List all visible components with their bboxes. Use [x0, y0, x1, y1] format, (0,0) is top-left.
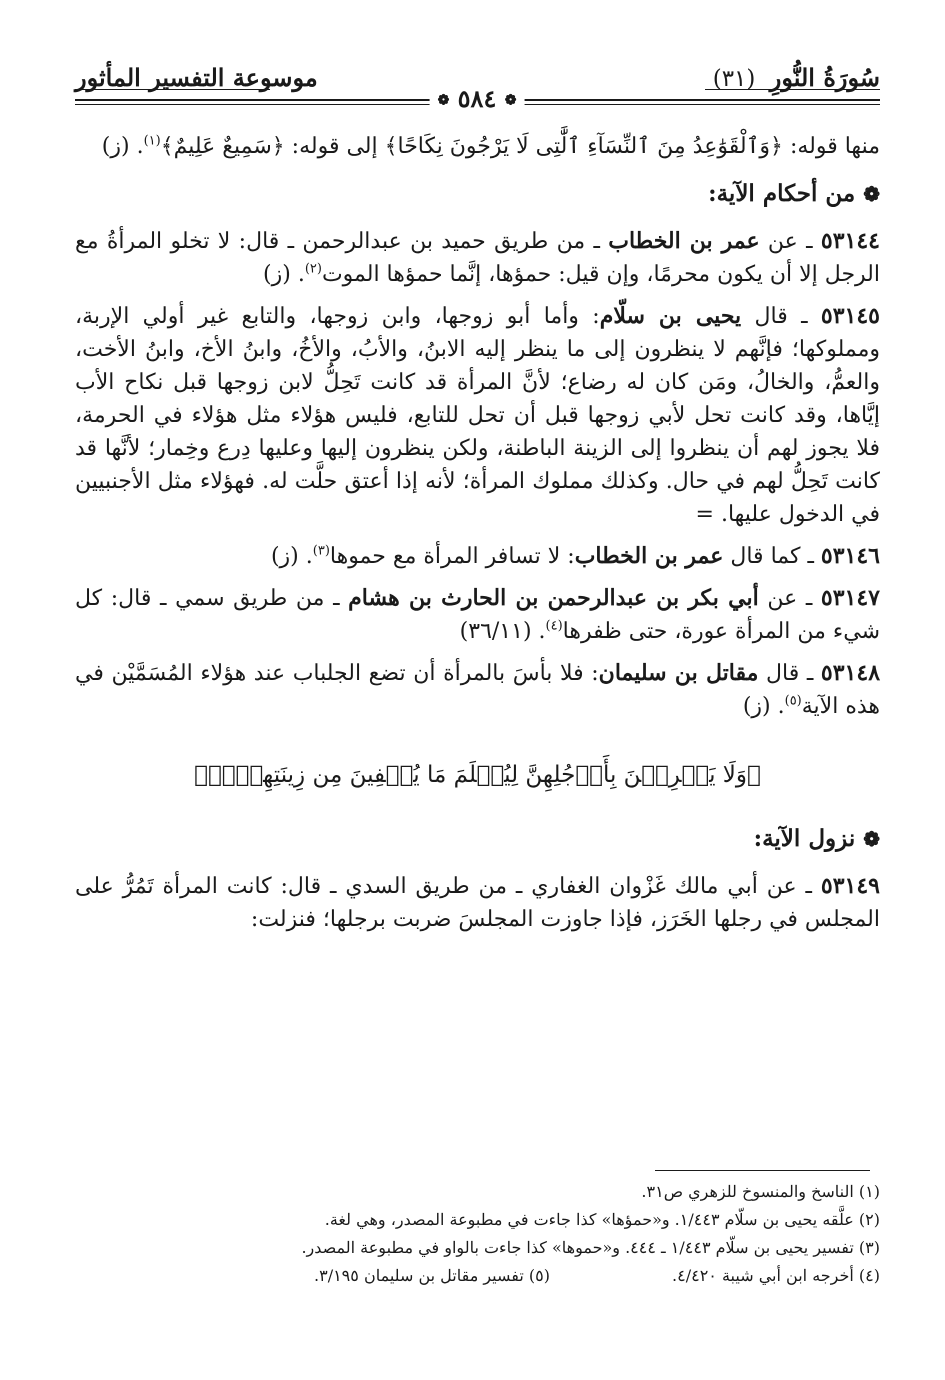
narration-text: ـ من طريق حميد بن عبدالرحمن ـ قال: لا تخلو المرأةُ مع الرجل إلا أن يكون محرمًا، وإن قيل: حمؤها، إنَّما حمؤها الموت — [75, 229, 880, 287]
narrator-name: أبي بكر بن عبدالرحمن بن الحارث بن هشام — [348, 585, 759, 611]
section-heading-revelation — [75, 822, 880, 856]
footnote-3: (٣) تفسير يحيى بن سلّام ١/٤٤٣ ـ ٤٤٤. و«حموها» كذا جاءت بالواو في مطبوعة المصدر. — [301, 1238, 880, 1257]
page-number-block — [430, 84, 525, 113]
narrator-name: عمر بن الخطاب — [574, 543, 724, 569]
footnote-ref: (٣) — [312, 543, 330, 559]
footnote-ref: (٢) — [304, 261, 322, 277]
narration-tail: . (ز) — [263, 262, 305, 287]
narration-number: ٥٣١٤٩ — [820, 873, 880, 899]
narration-53145 — [75, 300, 880, 531]
footnotes — [75, 1170, 880, 1290]
narration-number: ٥٣١٤٥ — [820, 303, 880, 329]
header-rule-left — [75, 89, 270, 90]
narration-lead: ـ عن — [759, 229, 821, 254]
footnote-row-4-5 — [75, 1262, 880, 1290]
footnote-ref: (٥) — [784, 693, 802, 709]
narration-text: ـ من طريق سمي ـ قال: كل شيء من المرأة عورة، حتى ظفرها — [75, 586, 880, 644]
narration-lead: ـ قال — [741, 304, 821, 329]
narration-53147 — [75, 582, 880, 648]
narration-tail: . (ز) — [742, 694, 785, 719]
flower-icon: ❁ — [863, 182, 880, 206]
narration-text: : لا تسافر المرأة مع حموها — [329, 544, 575, 569]
narration-53146 — [75, 540, 880, 573]
surah-title — [713, 63, 880, 92]
footnote-ref: (١) — [143, 133, 161, 149]
narration-lead: ـ قال — [758, 661, 821, 686]
section-heading-rulings — [75, 177, 880, 211]
main-text — [75, 130, 880, 945]
surah-name: سُورَةُ النُّورِ — [769, 63, 880, 92]
narration-text: : وأما أبو زوجها، وابن زوجها، والتابع غير أولي الإربة، ومملوكها؛ فإنَّهم لا ينظرون إلى ما ينظر إليه الابنُ، والأبُ، والأخُ، وابنُ الأخ، وابنُ الأخت، والعمُّ، والخالُ، ومَن كان له رضاع؛ لأنَّ المرأة قد كانت تَحِلُّ لابن زوجها قبل نكاح الأب إيَّاها، وقد كانت تحل لأبي زوجها قبل أن تحل للتابع، فليس هؤلاء مثل هؤلاء في الحرمة، فلا يجوز لهم أن ينظروا إلى الزينة الباطنة، ولكن ينظرون إليها وعليها دِرع وخِمار؛ لأنَّها قد كانت تَحِلُّ لهم في حال. وكذلك مملوك المرأة؛ لأنه إذا أعتق حلَّت له. فهؤلاء مثل الأجنبيين في الدخول عليها. = — [75, 304, 880, 527]
narration-text: ـ عن أبي مالك غَزْوان الغفاري ـ من طريق السدي ـ قال: كانت المرأة تَمُرُّ على المجلس في رجلها الخَرَز، فإذا جاوزت المجلسَ ضربت برجلها؛ فنزلت: — [75, 874, 880, 932]
surah-number: (٣١) — [712, 66, 756, 92]
narration-53144 — [75, 225, 880, 291]
intro-text: منها قوله: ﴿وَٱلْقَوَٰعِدُ مِنَ ٱلنِّسَآءِ ٱلَّٰتِى لَا يَرْجُونَ نِكَاحًا﴾ إلى قوله: ﴿سَمِيعٌ عَلِيمٌ﴾ — [160, 134, 880, 159]
quran-verse: ﴿وَلَا يَضۡرِبۡنَ بِأَرۡجُلِهِنَّ لِيُعۡلَمَ مَا يُخۡفِينَ مِن زِينَتِهِنَّۚ﴾ — [194, 762, 761, 788]
header-rule-right — [705, 89, 880, 90]
footnote-2: (٢) علَّقه يحيى بن سلّام ١/٤٤٣. و«حمؤها» كذا جاءت في مطبوعة المصدر، وهي لغة. — [324, 1210, 880, 1229]
intro-tail: . (ز) — [101, 134, 144, 159]
page-header — [75, 55, 880, 115]
narration-number: ٥٣١٤٧ — [820, 585, 880, 611]
narration-53149 — [75, 870, 880, 936]
narrator-name: مقاتل بن سليمان — [598, 660, 759, 686]
narration-tail: . (ز) — [270, 544, 313, 569]
ornament-icon: ❁ — [437, 92, 450, 109]
footnote-4: (٤) أخرجه ابن أبي شيبة ٤/٤٢٠. — [672, 1266, 880, 1285]
narration-lead: ـ عن — [758, 586, 821, 611]
footnote-1: (١) الناسخ والمنسوخ للزهري ص٣١. — [641, 1182, 880, 1201]
narration-tail: . (٣٦/١١) — [459, 619, 546, 644]
narration-number: ٥٣١٤٨ — [820, 660, 881, 686]
narrator-name: عمر بن الخطاب — [608, 228, 760, 254]
narrator-name: يحيى بن سلّام — [599, 303, 742, 329]
narration-number: ٥٣١٤٦ — [820, 543, 880, 569]
flower-icon: ❁ — [863, 827, 880, 851]
footnote-5: (٥) تفسير مقاتل بن سليمان ٣/١٩٥. — [314, 1266, 550, 1285]
page-number: ٥٨٤ — [457, 84, 497, 113]
narration-number: ٥٣١٤٤ — [820, 228, 880, 254]
section-title-text: نزول الآية: — [753, 825, 856, 852]
intro-line — [75, 130, 880, 163]
narration-53148 — [75, 657, 880, 723]
narration-text: : فلا بأسَ بالمرأة أن تضع الجلباب عند هؤلاء المُسَمَّيْن في هذه الآية — [75, 661, 880, 719]
book-title: موسوعة التفسير المأثور — [75, 63, 318, 92]
narration-lead: ـ كما قال — [723, 544, 821, 569]
section-title-text: من أحكام الآية: — [708, 180, 856, 207]
footnote-ref: (٤) — [545, 618, 563, 634]
ornament-icon: ❁ — [504, 92, 517, 109]
